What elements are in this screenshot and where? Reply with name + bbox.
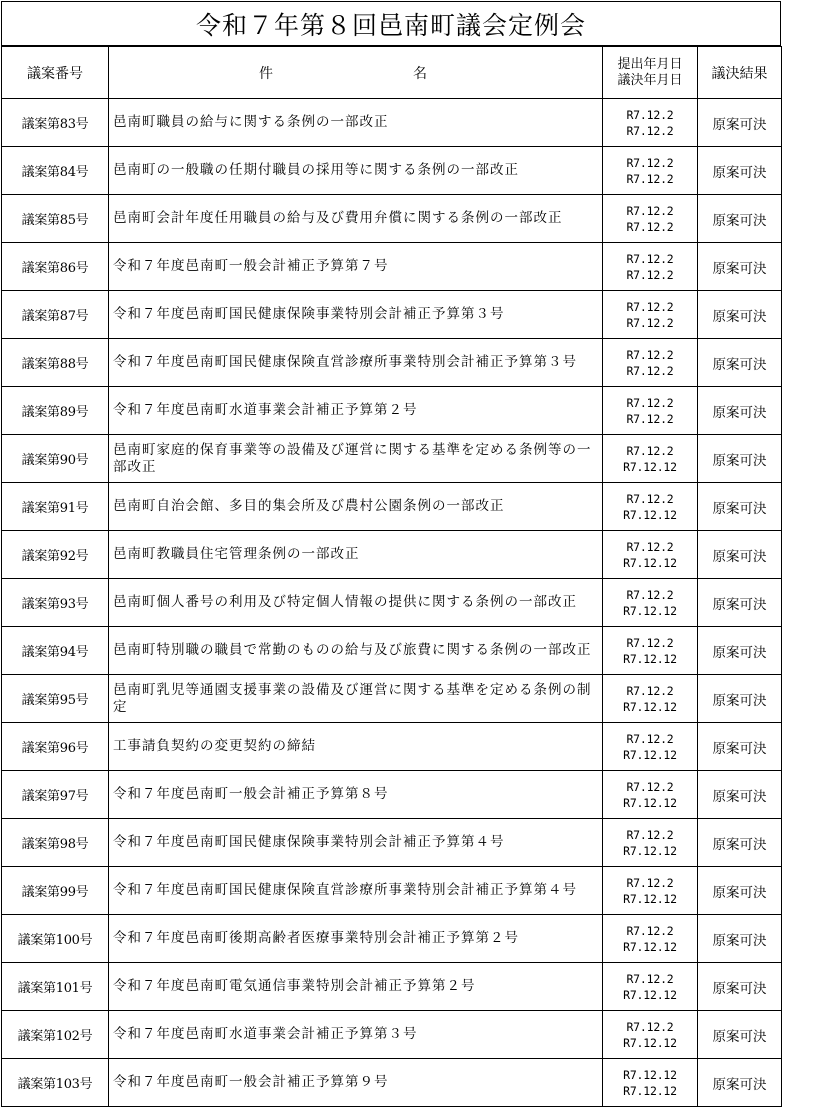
bill-subject: 令和７年度邑南町水道事業会計補正予算第３号 bbox=[109, 1011, 603, 1059]
bill-dates bbox=[603, 387, 698, 435]
bill-number: 議案第92号 bbox=[2, 531, 109, 579]
bill-result: 原案可決 bbox=[698, 867, 782, 915]
bill-dates bbox=[603, 915, 698, 963]
decided-date: R7.12.12 bbox=[623, 459, 677, 474]
bill-dates bbox=[603, 675, 698, 723]
table-row bbox=[2, 243, 782, 291]
bill-number: 議案第89号 bbox=[2, 387, 109, 435]
header-dates bbox=[603, 47, 698, 99]
bill-dates bbox=[603, 1011, 698, 1059]
bill-result: 原案可決 bbox=[698, 387, 782, 435]
submitted-date: R7.12.2 bbox=[626, 731, 674, 746]
bill-number: 議案第97号 bbox=[2, 771, 109, 819]
table-row bbox=[2, 723, 782, 771]
bill-subject: 邑南町会計年度任用職員の給与及び費用弁償に関する条例の一部改正 bbox=[109, 195, 603, 243]
decided-date: R7.12.12 bbox=[623, 507, 677, 522]
bill-result: 原案可決 bbox=[698, 1059, 782, 1107]
table-row bbox=[2, 963, 782, 1011]
bill-dates bbox=[603, 771, 698, 819]
submitted-date: R7.12.2 bbox=[626, 251, 674, 266]
bill-dates bbox=[603, 483, 698, 531]
submitted-date: R7.12.12 bbox=[623, 1067, 677, 1082]
bill-result: 原案可決 bbox=[698, 963, 782, 1011]
table-body bbox=[2, 99, 782, 1107]
bill-result: 原案可決 bbox=[698, 339, 782, 387]
bill-subject: 邑南町特別職の職員で常勤のものの給与及び旅費に関する条例の一部改正 bbox=[109, 627, 603, 675]
bill-subject: 邑南町職員の給与に関する条例の一部改正 bbox=[109, 99, 603, 147]
table-row bbox=[2, 819, 782, 867]
page-title: 令和７年第８回邑南町議会定例会 bbox=[1, 1, 781, 46]
decided-date: R7.12.2 bbox=[626, 267, 674, 282]
bill-dates bbox=[603, 867, 698, 915]
bill-dates bbox=[603, 579, 698, 627]
header-number: 議案番号 bbox=[2, 47, 109, 99]
bill-subject: 令和７年度邑南町一般会計補正予算第９号 bbox=[109, 1059, 603, 1107]
bill-number: 議案第102号 bbox=[2, 1011, 109, 1059]
submitted-date: R7.12.2 bbox=[626, 395, 674, 410]
bill-result: 原案可決 bbox=[698, 195, 782, 243]
bill-subject: 邑南町乳児等通園支援事業の設備及び運営に関する基準を定める条例の制定 bbox=[109, 675, 603, 723]
table-row bbox=[2, 579, 782, 627]
decided-date: R7.12.2 bbox=[626, 363, 674, 378]
bill-subject: 令和７年度邑南町一般会計補正予算第７号 bbox=[109, 243, 603, 291]
bill-number: 議案第103号 bbox=[2, 1059, 109, 1107]
submitted-date: R7.12.2 bbox=[626, 491, 674, 506]
bill-number: 議案第87号 bbox=[2, 291, 109, 339]
decided-date: R7.12.12 bbox=[623, 651, 677, 666]
table-row bbox=[2, 915, 782, 963]
table-row bbox=[2, 339, 782, 387]
decided-date: R7.12.12 bbox=[623, 747, 677, 762]
bill-number: 議案第84号 bbox=[2, 147, 109, 195]
table-row bbox=[2, 531, 782, 579]
bill-dates bbox=[603, 963, 698, 1011]
decided-date: R7.12.12 bbox=[623, 699, 677, 714]
submitted-date: R7.12.2 bbox=[626, 683, 674, 698]
table-row bbox=[2, 195, 782, 243]
bill-result: 原案可決 bbox=[698, 723, 782, 771]
bill-number: 議案第85号 bbox=[2, 195, 109, 243]
bill-result: 原案可決 bbox=[698, 243, 782, 291]
table-row bbox=[2, 675, 782, 723]
decided-date: R7.12.12 bbox=[623, 939, 677, 954]
header-subject-right: 名 bbox=[413, 65, 427, 82]
bill-subject: 令和７年度邑南町電気通信事業特別会計補正予算第２号 bbox=[109, 963, 603, 1011]
decided-date: R7.12.2 bbox=[626, 171, 674, 186]
table-row bbox=[2, 147, 782, 195]
header-subject bbox=[109, 47, 603, 99]
decided-date: R7.12.2 bbox=[626, 219, 674, 234]
submitted-date: R7.12.2 bbox=[626, 587, 674, 602]
submitted-date: R7.12.2 bbox=[626, 827, 674, 842]
bill-result: 原案可決 bbox=[698, 147, 782, 195]
decided-date: R7.12.12 bbox=[623, 843, 677, 858]
bill-number: 議案第86号 bbox=[2, 243, 109, 291]
bill-result: 原案可決 bbox=[698, 1011, 782, 1059]
table-row bbox=[2, 291, 782, 339]
decided-date: R7.12.12 bbox=[623, 891, 677, 906]
bill-subject: 邑南町の一般職の任期付職員の採用等に関する条例の一部改正 bbox=[109, 147, 603, 195]
decided-date: R7.12.12 bbox=[623, 1035, 677, 1050]
bill-number: 議案第91号 bbox=[2, 483, 109, 531]
bill-result: 原案可決 bbox=[698, 627, 782, 675]
submitted-date: R7.12.2 bbox=[626, 347, 674, 362]
submitted-date: R7.12.2 bbox=[626, 971, 674, 986]
header-result: 議決結果 bbox=[698, 47, 782, 99]
decided-date: R7.12.12 bbox=[623, 795, 677, 810]
bill-dates bbox=[603, 195, 698, 243]
bill-dates bbox=[603, 627, 698, 675]
bill-dates bbox=[603, 339, 698, 387]
header-dates-decided: 議決年月日 bbox=[617, 72, 683, 88]
submitted-date: R7.12.2 bbox=[626, 155, 674, 170]
bill-number: 議案第96号 bbox=[2, 723, 109, 771]
table-row bbox=[2, 627, 782, 675]
decided-date: R7.12.2 bbox=[626, 123, 674, 138]
bill-dates bbox=[603, 723, 698, 771]
bill-subject: 邑南町家庭的保育事業等の設備及び運営に関する基準を定める条例等の一部改正 bbox=[109, 435, 603, 483]
bill-subject: 令和７年度邑南町水道事業会計補正予算第２号 bbox=[109, 387, 603, 435]
table-row bbox=[2, 483, 782, 531]
table-row bbox=[2, 435, 782, 483]
bill-result: 原案可決 bbox=[698, 291, 782, 339]
submitted-date: R7.12.2 bbox=[626, 923, 674, 938]
bill-result: 原案可決 bbox=[698, 771, 782, 819]
decided-date: R7.12.12 bbox=[623, 987, 677, 1002]
submitted-date: R7.12.2 bbox=[626, 635, 674, 650]
table-row bbox=[2, 771, 782, 819]
submitted-date: R7.12.2 bbox=[626, 299, 674, 314]
bill-result: 原案可決 bbox=[698, 99, 782, 147]
submitted-date: R7.12.2 bbox=[626, 1019, 674, 1034]
bill-number: 議案第95号 bbox=[2, 675, 109, 723]
submitted-date: R7.12.2 bbox=[626, 203, 674, 218]
bill-dates bbox=[603, 147, 698, 195]
bill-subject: 令和７年度邑南町国民健康保険事業特別会計補正予算第４号 bbox=[109, 819, 603, 867]
decided-date: R7.12.12 bbox=[623, 555, 677, 570]
bill-subject: 邑南町教職員住宅管理条例の一部改正 bbox=[109, 531, 603, 579]
bill-result: 原案可決 bbox=[698, 531, 782, 579]
header-dates-submitted: 提出年月日 bbox=[617, 56, 683, 72]
decided-date: R7.12.12 bbox=[623, 1083, 677, 1098]
bill-number: 議案第100号 bbox=[2, 915, 109, 963]
decided-date: R7.12.2 bbox=[626, 411, 674, 426]
submitted-date: R7.12.2 bbox=[626, 107, 674, 122]
bill-result: 原案可決 bbox=[698, 819, 782, 867]
bill-dates bbox=[603, 435, 698, 483]
submitted-date: R7.12.2 bbox=[626, 539, 674, 554]
table-row bbox=[2, 99, 782, 147]
table-row bbox=[2, 1059, 782, 1107]
bill-number: 議案第94号 bbox=[2, 627, 109, 675]
bill-dates bbox=[603, 819, 698, 867]
submitted-date: R7.12.2 bbox=[626, 875, 674, 890]
table-header bbox=[2, 47, 782, 99]
table-row bbox=[2, 387, 782, 435]
table-row bbox=[2, 867, 782, 915]
bill-subject: 令和７年度邑南町一般会計補正予算第８号 bbox=[109, 771, 603, 819]
bill-number: 議案第99号 bbox=[2, 867, 109, 915]
bill-number: 議案第101号 bbox=[2, 963, 109, 1011]
submitted-date: R7.12.2 bbox=[626, 443, 674, 458]
bill-subject: 令和７年度邑南町国民健康保険事業特別会計補正予算第３号 bbox=[109, 291, 603, 339]
bill-subject: 令和７年度邑南町国民健康保険直営診療所事業特別会計補正予算第４号 bbox=[109, 867, 603, 915]
header-subject-left: 件 bbox=[259, 65, 273, 82]
bill-number: 議案第83号 bbox=[2, 99, 109, 147]
bill-subject: 令和７年度邑南町国民健康保険直営診療所事業特別会計補正予算第３号 bbox=[109, 339, 603, 387]
bill-dates bbox=[603, 1059, 698, 1107]
bill-subject: 邑南町自治会館、多目的集会所及び農村公園条例の一部改正 bbox=[109, 483, 603, 531]
bill-subject: 令和７年度邑南町後期高齢者医療事業特別会計補正予算第２号 bbox=[109, 915, 603, 963]
bill-result: 原案可決 bbox=[698, 675, 782, 723]
decided-date: R7.12.2 bbox=[626, 315, 674, 330]
bill-subject: 邑南町個人番号の利用及び特定個人情報の提供に関する条例の一部改正 bbox=[109, 579, 603, 627]
bills-table bbox=[1, 46, 782, 1107]
bill-result: 原案可決 bbox=[698, 915, 782, 963]
bill-dates bbox=[603, 531, 698, 579]
decided-date: R7.12.12 bbox=[623, 603, 677, 618]
bill-dates bbox=[603, 99, 698, 147]
bill-result: 原案可決 bbox=[698, 579, 782, 627]
table-row bbox=[2, 1011, 782, 1059]
bill-dates bbox=[603, 291, 698, 339]
submitted-date: R7.12.2 bbox=[626, 779, 674, 794]
bill-subject: 工事請負契約の変更契約の締結 bbox=[109, 723, 603, 771]
bill-result: 原案可決 bbox=[698, 483, 782, 531]
bill-number: 議案第93号 bbox=[2, 579, 109, 627]
bill-dates bbox=[603, 243, 698, 291]
bill-number: 議案第98号 bbox=[2, 819, 109, 867]
bill-number: 議案第88号 bbox=[2, 339, 109, 387]
bill-result: 原案可決 bbox=[698, 435, 782, 483]
bill-number: 議案第90号 bbox=[2, 435, 109, 483]
